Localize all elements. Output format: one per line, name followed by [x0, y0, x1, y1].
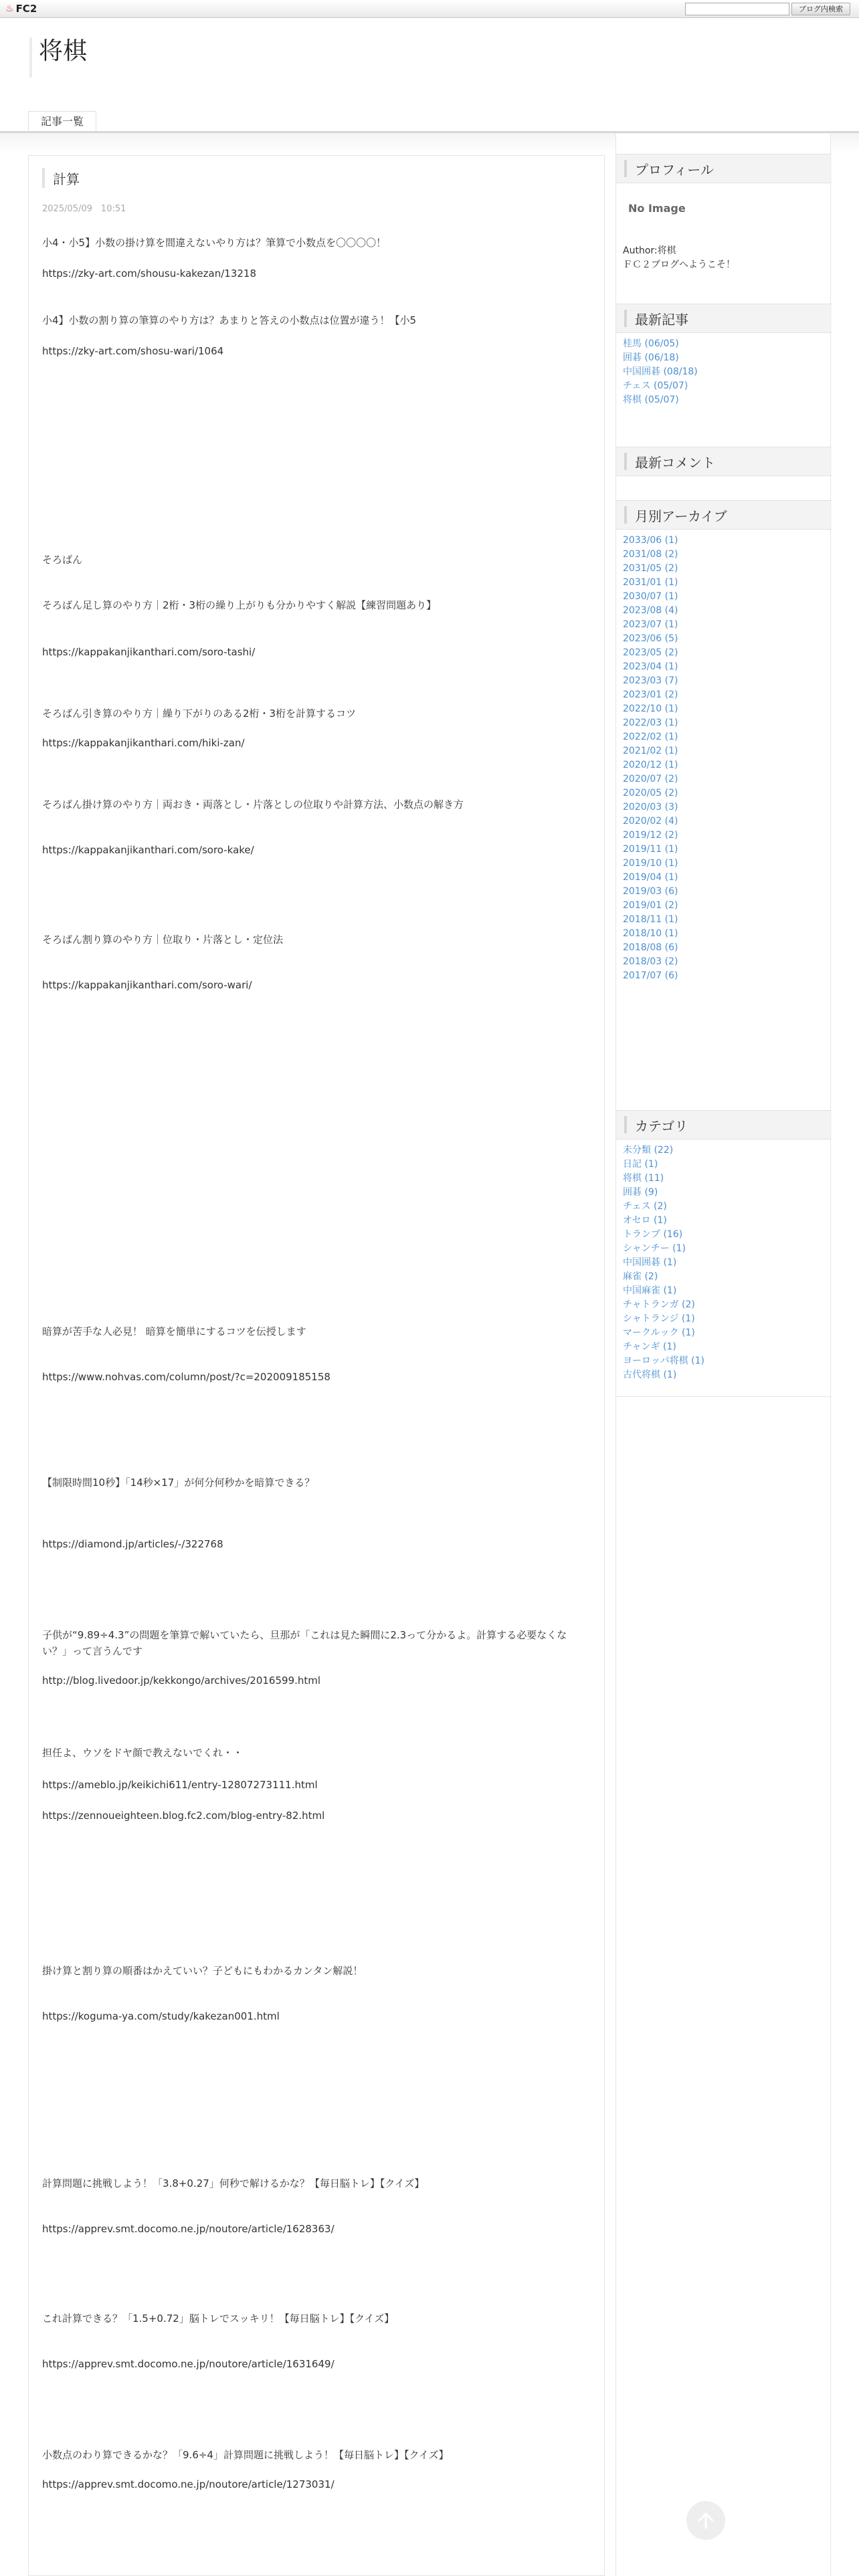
- entry-title-accent: [42, 168, 45, 188]
- fc2-header-bar: [0, 0, 859, 18]
- category-link[interactable]: チャトランガ (2): [623, 1299, 695, 1310]
- archive-link[interactable]: 2020/03 (3): [623, 802, 678, 813]
- archive-link[interactable]: 2023/04 (1): [623, 661, 678, 672]
- entry-line: 計算問題に挑戦しよう！「3.8+0.27」何秒で解けるかな？【毎日脳トレ】【クイズ】: [42, 2177, 425, 2189]
- archive-link[interactable]: 2022/03 (1): [623, 718, 678, 728]
- archive-link[interactable]: 2033/06 (1): [623, 535, 678, 546]
- heading-accent: [624, 160, 627, 177]
- archive-link[interactable]: 2020/07 (2): [623, 774, 678, 784]
- entry-link[interactable]: https://diamond.jp/articles/-/322768: [42, 1538, 223, 1550]
- profile-greeting: ＦＣ２ブログへようこそ！: [623, 259, 735, 270]
- arrow-up-icon: [696, 2511, 715, 2530]
- entry-link[interactable]: https://zky-art.com/shosu-wari/1064: [42, 345, 224, 357]
- category-link[interactable]: 麻雀 (2): [623, 1271, 658, 1282]
- entry-line: 暗算が苦手な人必見！ 暗算を簡単にするコツを伝授します: [42, 1325, 306, 1337]
- entry-line: 掛け算と割り算の順番はかえていい？子どもにもわかるカンタン解説！: [42, 1965, 363, 1977]
- blog-search-button[interactable]: ブログ内検索: [791, 3, 850, 15]
- archive-link[interactable]: 2018/10 (1): [623, 928, 678, 939]
- entry-line: そろばん引き算のやり方｜繰り下がりのある2桁・3桁を計算するコツ: [42, 708, 357, 720]
- plugin-recent-comments: [616, 447, 832, 476]
- archive-link[interactable]: 2019/12 (2): [623, 830, 678, 841]
- entry-header: [42, 168, 80, 188]
- plugin-archives: [616, 500, 832, 990]
- category-link[interactable]: チャンギ (1): [623, 1341, 676, 1352]
- entry-date: 2025/05/09 10:51: [42, 204, 126, 214]
- entry-line: そろばん掛け算のやり方｜両おき・両落とし・片落としの位取りや計算方法、小数点の解き方: [42, 798, 464, 811]
- category-link[interactable]: ヨーロッパ将棋 (1): [623, 1356, 705, 1366]
- archive-link[interactable]: 2020/02 (4): [623, 816, 678, 827]
- category-link[interactable]: シャンチー (1): [623, 1243, 686, 1254]
- avatar-placeholder: No Image: [628, 202, 686, 215]
- plugin-profile-title: プロフィール: [635, 161, 714, 178]
- blog-header: [0, 19, 859, 132]
- recent-posts-list: [616, 333, 832, 414]
- archive-link[interactable]: 2017/07 (6): [623, 970, 678, 981]
- recent-post-link[interactable]: 桂馬 (06/05): [623, 338, 679, 349]
- fc2-logo-text: FC2: [15, 3, 37, 15]
- entry-link[interactable]: https://apprev.smt.docomo.ne.jp/noutore/article/1628363/: [42, 2223, 335, 2235]
- title-accent-bar: [29, 37, 32, 78]
- entry-link[interactable]: https://zky-art.com/shousu-kakezan/13218: [42, 267, 256, 280]
- entry-link[interactable]: https://koguma-ya.com/study/kakezan001.html: [42, 2010, 280, 2022]
- category-link[interactable]: 将棋 (11): [623, 1173, 664, 1184]
- category-link[interactable]: マークルック (1): [623, 1327, 695, 1338]
- plugin-recent-comments-header: [616, 447, 832, 476]
- entry-link[interactable]: https://www.nohvas.com/column/post/?c=202009185158: [42, 1371, 330, 1383]
- plugin-divider: [616, 1389, 832, 1397]
- archive-link[interactable]: 2022/10 (1): [623, 704, 678, 714]
- archive-list: [616, 530, 832, 990]
- main-content: [28, 155, 605, 2576]
- blog-search-input[interactable]: [685, 3, 789, 15]
- category-link[interactable]: 中国麻雀 (1): [623, 1285, 677, 1296]
- plugin-archives-title: 月別アーカイブ: [635, 508, 727, 524]
- entry-line: 小数点のわり算できるかな？「9.6÷4」計算問題に挑戦しよう！【毎日脳トレ】【クイズ】: [42, 2449, 449, 2461]
- archive-link[interactable]: 2019/10 (1): [623, 858, 678, 869]
- archive-link[interactable]: 2023/05 (2): [623, 647, 678, 658]
- blog-title[interactable]: 将棋: [39, 37, 88, 65]
- page-top-button[interactable]: [686, 2501, 725, 2540]
- plugin-recent-posts-title: 最新記事: [635, 311, 688, 328]
- plugin-profile: [616, 154, 832, 279]
- category-list: [616, 1140, 832, 1389]
- entry-line: 担任よ、ウソをドヤ顔で教えないでくれ・・: [42, 1747, 244, 1759]
- plugin-profile-header: [616, 154, 832, 183]
- category-link[interactable]: オセロ (1): [623, 1215, 667, 1226]
- archive-link[interactable]: 2019/03 (6): [623, 886, 678, 897]
- archive-link[interactable]: 2023/08 (4): [623, 605, 678, 616]
- archive-link[interactable]: 2031/01 (1): [623, 577, 678, 588]
- archive-link[interactable]: 2020/05 (2): [623, 788, 678, 798]
- archive-link[interactable]: 2018/08 (6): [623, 942, 678, 953]
- heading-accent: [624, 310, 627, 327]
- entry-line: 【制限時間10秒】「14秒×17」が何分何秒かを暗算できる？: [42, 1477, 315, 1489]
- category-link[interactable]: チェス (2): [623, 1201, 667, 1212]
- category-link[interactable]: 日記 (1): [623, 1159, 658, 1170]
- recent-post-link[interactable]: 将棋 (05/07): [623, 395, 679, 405]
- archive-link[interactable]: 2031/05 (2): [623, 563, 678, 574]
- entry-link[interactable]: https://kappakanjikanthari.com/soro-kake/: [42, 844, 254, 856]
- entry-link[interactable]: https://apprev.smt.docomo.ne.jp/noutore/article/1273031/: [42, 2478, 335, 2490]
- archive-link[interactable]: 2023/06 (5): [623, 633, 678, 644]
- archive-link[interactable]: 2018/11 (1): [623, 914, 678, 925]
- archive-link[interactable]: 2019/01 (2): [623, 900, 678, 911]
- entry-title[interactable]: 計算: [53, 171, 80, 187]
- category-link[interactable]: シャトランジ (1): [623, 1313, 695, 1324]
- archive-link[interactable]: 2031/08 (2): [623, 549, 678, 560]
- plugin-recent-posts-header: [616, 304, 832, 333]
- plugin-archives-header: [616, 500, 832, 530]
- entry-link[interactable]: http://blog.livedoor.jp/kekkongo/archives/2016599.html: [42, 1675, 321, 1687]
- plugin-recent-posts: [616, 304, 832, 414]
- category-link[interactable]: 未分類 (22): [623, 1145, 674, 1156]
- archive-link[interactable]: 2023/07 (1): [623, 619, 678, 630]
- entry-line: 子供が“9.89÷4.3”の問題を筆算で解いていたら、旦那が「これは見た瞬間に2.3って分かるよ。計算する必要なくない？」って言うんです: [42, 1629, 567, 1657]
- entry-line: 小4・小5】小数の掛け算を間違えないやり方は？筆算で小数点を〇〇〇〇！: [42, 237, 387, 249]
- entry-line: そろばん: [42, 554, 83, 566]
- recent-post-link[interactable]: 囲碁 (06/18): [623, 352, 679, 363]
- fc2-logo[interactable]: [5, 3, 37, 15]
- archive-link[interactable]: 2021/02 (1): [623, 746, 678, 756]
- entry-line: これ計算できる？「1.5+0.72」脳トレでスッキリ！【毎日脳トレ】【クイズ】: [42, 2313, 395, 2325]
- nav-entry-list[interactable]: 記事一覧: [28, 111, 96, 132]
- recent-post-link[interactable]: チェス (05/07): [623, 381, 688, 391]
- entry-link[interactable]: https://apprev.smt.docomo.ne.jp/noutore/article/1631649/: [42, 2358, 335, 2370]
- plugin-categories: [616, 1110, 832, 1397]
- archive-link[interactable]: 2018/03 (2): [623, 956, 678, 967]
- entry-line: 小4】小数の割り算の筆算のやり方は？あまりと答えの小数点は位置が違う！【小5: [42, 314, 417, 326]
- sidebar: [615, 134, 831, 2576]
- recent-post-link[interactable]: 中国囲碁 (08/18): [623, 366, 698, 377]
- archive-link[interactable]: 2023/03 (7): [623, 675, 678, 686]
- entry-line: そろばん足し算のやり方｜2桁・3桁の繰り上がりも分かりやすく解説【練習問題あり】: [42, 599, 437, 611]
- category-link[interactable]: 古代将棋 (1): [623, 1370, 677, 1380]
- category-link[interactable]: 中国囲碁 (1): [623, 1257, 677, 1268]
- archive-link[interactable]: 2019/04 (1): [623, 872, 678, 883]
- category-link[interactable]: トランプ (16): [623, 1229, 683, 1240]
- archive-link[interactable]: 2023/01 (2): [623, 689, 678, 700]
- category-link[interactable]: 囲碁 (9): [623, 1187, 658, 1198]
- plugin-categories-title: カテゴリ: [635, 1117, 688, 1134]
- fc2-flame-icon: ♨: [5, 3, 14, 14]
- heading-accent: [624, 453, 627, 470]
- plugin-categories-header: [616, 1110, 832, 1140]
- entry-link[interactable]: https://ameblo.jp/keikichi611/entry-12807273111.html: [42, 1779, 318, 1791]
- entry-line: そろばん割り算のやり方｜位取り・片落とし・定位法: [42, 934, 284, 946]
- archive-link[interactable]: 2019/11 (1): [623, 844, 678, 855]
- heading-accent: [624, 506, 627, 524]
- entry-link[interactable]: https://kappakanjikanthari.com/hiki-zan/: [42, 737, 245, 749]
- entry-link[interactable]: https://kappakanjikanthari.com/soro-wari/: [42, 979, 252, 991]
- archive-link[interactable]: 2030/07 (1): [623, 591, 678, 602]
- archive-link[interactable]: 2020/12 (1): [623, 760, 678, 770]
- entry-link[interactable]: https://kappakanjikanthari.com/soro-tashi/: [42, 646, 256, 658]
- plugin-profile-body: [616, 183, 832, 279]
- entry-link[interactable]: https://zennoueighteen.blog.fc2.com/blog-entry-82.html: [42, 1810, 325, 1822]
- plugin-recent-comments-title: 最新コメント: [635, 454, 715, 471]
- heading-accent: [624, 1116, 627, 1134]
- archive-link[interactable]: 2022/02 (1): [623, 732, 678, 742]
- author-name: Author:将棋: [623, 245, 676, 256]
